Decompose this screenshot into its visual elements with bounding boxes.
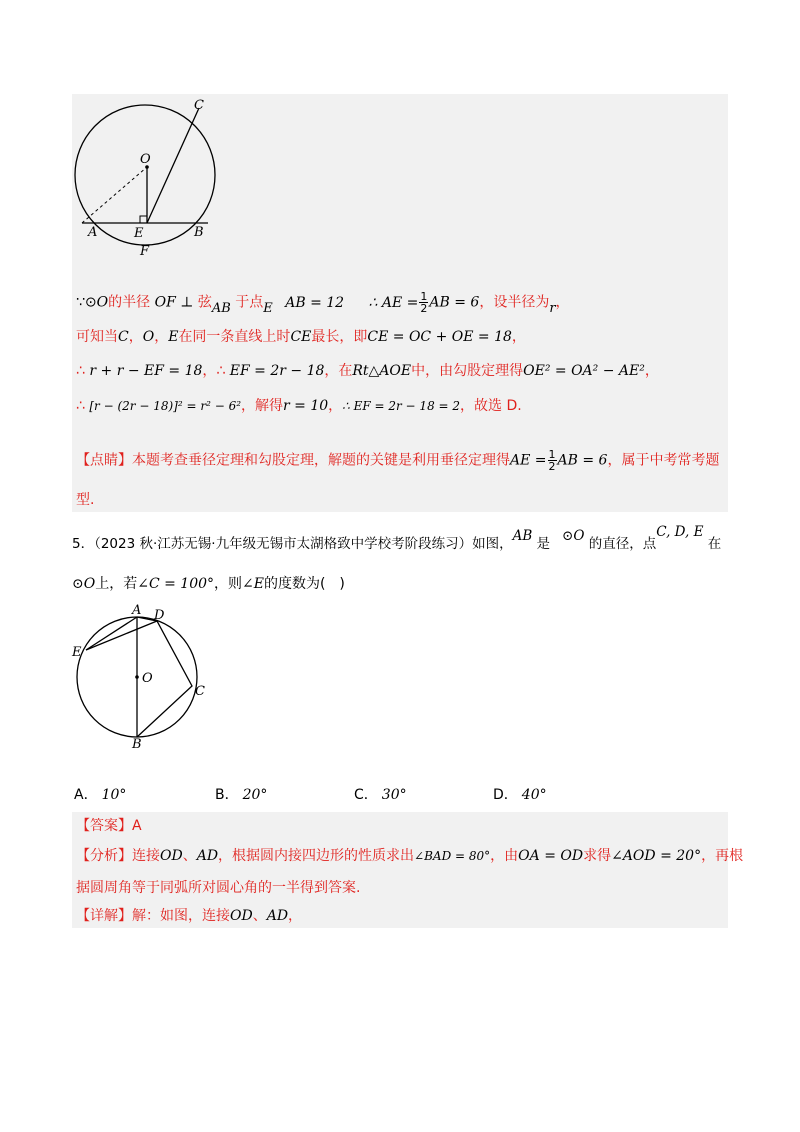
option-c[interactable]: C． 30° <box>354 787 407 803</box>
label-A: A <box>88 225 98 240</box>
option-d[interactable]: D． 40° <box>493 787 547 803</box>
question-5-line-1: 5．（2023 秋·江苏无锡·九年级无锡市太湖格致中学校考阶段练习）如图，AB 是 ⊙O 的直径，点C, D, E 在 <box>72 524 722 552</box>
label-B: B <box>132 737 142 750</box>
label-C: C <box>194 98 204 113</box>
solution-line-4: ∴ [r − (2r − 18)]² = r² − 6²，解得r = 10，∴ EF = 2r − 18 = 2，故选 D. <box>76 398 522 414</box>
detail-tag: 【详解】 <box>76 908 132 924</box>
question-source: （2023 秋·江苏无锡·九年级无锡市太湖格致中学校考阶段练习）如图， <box>94 536 513 552</box>
solution-line-3: ∴ r + r − EF = 18，∴ EF = 2r − 18，在Rt△AOE中，由勾股定理得OE² = OA² − AE²， <box>76 363 659 379</box>
solution-line-2: 可知当C，O，E在同一条直线上时CE最长，即CE = OC + OE = 18， <box>76 329 526 345</box>
fraction-one-half: $\frac{1}{2}$ <box>420 290 428 315</box>
question-number: 5． <box>72 536 95 552</box>
figure-inscribed-polygon <box>62 600 222 750</box>
detail-line: 【详解】解：如图，连接OD、AD， <box>76 908 303 924</box>
label-D: D <box>154 608 165 623</box>
option-b[interactable]: B． 20° <box>215 787 268 803</box>
label-E: E <box>72 645 82 660</box>
label-F: F <box>140 244 150 259</box>
label-B: B <box>194 225 204 240</box>
comment-line-2: 型. <box>76 492 95 508</box>
answer-line <box>76 816 142 836</box>
label-E: E <box>134 226 144 241</box>
answer-value: A <box>132 818 142 834</box>
label-O: O <box>142 671 153 686</box>
question-5-line-2: ⊙O上，若∠C = 100°，则∠E的度数为( ) <box>72 576 345 592</box>
answer-tag: 【答案】 <box>76 818 132 834</box>
option-a[interactable]: A． 10° <box>74 787 127 803</box>
analysis-line-1: 【分析】连接OD、AD，根据圆内接四边形的性质求出∠BAD = 80°，由OA = OD求得∠AOD = 20°，再根 <box>76 848 744 864</box>
comment-line-1: 【点睛】本题考查垂径定理和勾股定理，解题的关键是利用垂径定理得AE = $\frac{1}{2}$ AB = 6，属于中考常考题 <box>76 448 720 473</box>
label-O: O <box>140 152 151 167</box>
solution-line-1: ∵⊙O的半径 OF ⊥ 弦AB 于点E AB = 12 ∴ AE = $\frac{1}{2}$ AB = 6，设半径为r， <box>76 290 570 316</box>
fraction-one-half: $\frac{1}{2}$ <box>548 448 556 473</box>
comment-tag: 【点睛】 <box>76 452 132 469</box>
figure-circle-chord <box>60 95 230 260</box>
label-C: C <box>195 684 205 699</box>
label-A: A <box>132 603 142 618</box>
analysis-tag: 【分析】 <box>76 848 132 864</box>
analysis-line-2: 据圆周角等于同弧所对圆心角的一半得到答案. <box>76 880 361 896</box>
